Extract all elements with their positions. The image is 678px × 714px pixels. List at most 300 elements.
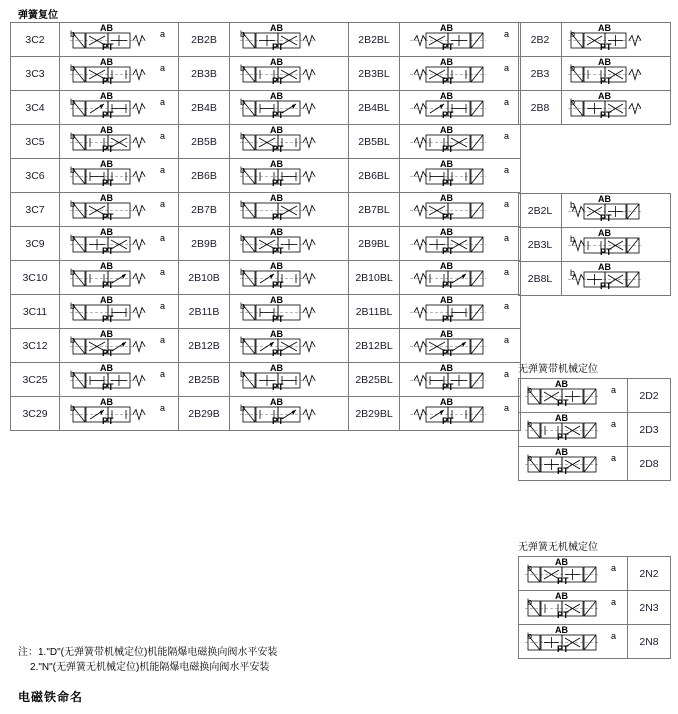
valve-code-cell[interactable] [628,557,671,591]
symbol-cell [230,363,349,397]
valve-code: 2B2L [527,204,553,217]
symbol-cell [230,159,349,193]
table-row [11,227,521,261]
valve-symbol [230,397,348,430]
port-label-pt: PT [442,212,454,222]
valve-symbol [562,262,670,295]
symbol-cell [562,262,671,296]
valve-code: 2D3 [639,423,659,436]
symbol-cell [519,625,628,659]
port-label-a: a [504,29,510,39]
symbol-cell [230,57,349,91]
valve-symbol [400,397,520,430]
valve-code-cell[interactable] [11,397,60,431]
port-label-ab: AB [270,23,283,33]
port-label-ab: AB [270,57,283,67]
valve-code: 2B4BL [358,101,390,114]
port-label-pt: PT [442,280,454,290]
valve-symbol [400,159,520,192]
port-label-b: b [570,268,576,278]
valve-symbol [519,413,627,446]
valve-code-cell[interactable] [349,397,400,431]
valve-code-cell[interactable] [179,295,230,329]
symbol-cell [519,557,628,591]
port-label-a: a [611,453,617,463]
valve-code: 2B29B [188,407,220,420]
valve-code-cell[interactable] [628,413,671,447]
port-label-pt: PT [102,42,114,52]
port-label-pt: PT [442,416,454,426]
port-label-ab: AB [440,363,453,373]
port-label-b: b [570,29,576,39]
symbol-cell [400,397,521,431]
valve-code-cell[interactable] [628,447,671,481]
valve-symbol [60,397,178,430]
valve-code: 2B10BL [355,271,393,284]
port-label-b: b [240,29,246,39]
table-row [11,159,521,193]
symbol-cell [230,91,349,125]
port-label-ab: AB [270,363,283,373]
valve-symbol [400,329,520,362]
valve-symbol [230,159,348,192]
port-label-pt: PT [272,382,284,392]
valve-symbol [562,23,670,56]
symbol-cell [60,329,179,363]
port-label-ab: AB [270,295,283,305]
valve-code: 2B8 [530,101,550,114]
valve-code: 3C4 [25,101,45,114]
port-label-pt: PT [272,144,284,154]
port-label-pt: PT [442,246,454,256]
valve-symbol [519,447,627,480]
table-row [519,228,671,262]
symbol-cell [562,228,671,262]
valve-code-cell[interactable] [11,295,60,329]
port-label-ab: AB [598,194,611,204]
port-label-ab: AB [440,261,453,271]
symbol-cell [519,591,628,625]
valve-symbol [519,591,627,624]
port-label-b: b [70,63,76,73]
valve-symbol [400,125,520,158]
valve-code-cell[interactable] [179,363,230,397]
valve-code-cell[interactable] [349,227,400,261]
symbol-cell [400,57,521,91]
valve-code-cell[interactable] [519,262,562,296]
valve-symbol [400,23,520,56]
table-row [519,625,671,659]
port-label-b: b [240,301,246,311]
table-row [519,557,671,591]
valve-code: 2B12BL [355,339,393,352]
port-label-ab: AB [270,227,283,237]
valve-code-cell[interactable] [11,91,60,125]
note-line-1: 注：1."D"(无弹簧带机械定位)机能隔爆电磁换向阀水平安装 [18,647,278,658]
valve-symbol [230,57,348,90]
valve-symbol [60,193,178,226]
valve-code: 2B8L [527,272,553,285]
port-label-b: b [240,369,246,379]
port-label-b: b [527,597,533,607]
port-label-pt: PT [600,281,612,291]
valve-code-cell[interactable] [519,194,562,228]
symbol-cell [400,91,521,125]
valve-code-cell[interactable] [179,193,230,227]
port-label-a: a [160,165,166,175]
valve-code-cell[interactable] [349,91,400,125]
port-label-a: a [160,403,166,413]
port-label-pt: PT [557,644,569,654]
port-label-a: a [160,131,166,141]
port-label-pt: PT [557,610,569,620]
symbol-cell [400,23,521,57]
port-label-ab: AB [100,125,113,135]
table-row [519,57,671,91]
valve-code-cell[interactable] [11,125,60,159]
symbol-cell [400,193,521,227]
valve-code: 2B2BL [358,33,390,46]
valve-code: 2B11BL [355,305,393,318]
port-label-ab: AB [100,261,113,271]
table-row [11,397,521,431]
port-label-ab: AB [100,91,113,101]
symbol-cell [230,125,349,159]
valve-code-cell[interactable] [349,261,400,295]
port-label-a: a [611,597,617,607]
port-label-a: a [504,97,510,107]
port-label-ab: AB [270,397,283,407]
valve-code-cell[interactable] [179,159,230,193]
valve-symbol [230,363,348,396]
valve-code-cell[interactable] [11,193,60,227]
port-label-b: b [570,97,576,107]
valve-symbol [60,329,178,362]
port-label-a: a [160,369,166,379]
port-label-a: a [504,335,510,345]
valve-code: 2B3 [530,67,550,80]
valve-code: 2D2 [639,389,659,402]
valve-code: 2B6BL [358,169,390,182]
symbol-cell [400,363,521,397]
port-label-ab: AB [440,329,453,339]
port-label-b: b [240,131,246,141]
port-label-a: a [160,29,166,39]
port-label-pt: PT [272,42,284,52]
symbol-cell [400,261,521,295]
port-label-pt: PT [600,110,612,120]
valve-symbol [519,379,627,412]
valve-symbol [562,57,670,90]
port-label-ab: AB [555,625,568,635]
valve-code: 2B2 [530,33,550,46]
symbol-cell [60,227,179,261]
port-label-b: b [240,165,246,175]
port-label-b: b [240,403,246,413]
port-label-ab: AB [100,193,113,203]
valve-code: 2B5B [191,135,217,148]
valve-code-cell[interactable] [349,57,400,91]
valve-code-cell[interactable] [519,23,562,57]
valve-code-cell[interactable] [11,329,60,363]
valve-code-cell[interactable] [519,91,562,125]
valve-code-cell[interactable] [349,363,400,397]
valve-symbol [230,193,348,226]
port-label-a: a [611,419,617,429]
valve-code-cell[interactable] [179,397,230,431]
port-label-a: a [160,97,166,107]
valve-code-cell[interactable] [179,329,230,363]
valve-code: 3C7 [25,203,45,216]
port-label-pt: PT [102,280,114,290]
valve-code: 2B7B [191,203,217,216]
valve-symbol [230,261,348,294]
valve-symbol [60,261,178,294]
port-label-b: b [70,403,76,413]
port-label-ab: AB [440,57,453,67]
table-row [519,262,671,296]
symbol-cell [562,194,671,228]
port-label-b: b [240,97,246,107]
port-label-ab: AB [598,262,611,272]
valve-code: 2N2 [639,567,659,580]
valve-code-cell[interactable] [11,261,60,295]
port-label-a: a [504,165,510,175]
port-label-pt: PT [272,416,284,426]
port-label-b: b [527,385,533,395]
valve-code-cell[interactable] [179,23,230,57]
port-label-a: a [611,385,617,395]
valve-symbol [60,91,178,124]
valve-code-cell[interactable] [11,159,60,193]
port-label-pt: PT [102,110,114,120]
port-label-pt: PT [442,178,454,188]
valve-symbol [519,625,627,658]
port-label-pt: PT [442,42,454,52]
symbol-cell [60,295,179,329]
symbol-cell [400,227,521,261]
side-table-2b [518,22,671,125]
port-label-pt: PT [102,348,114,358]
valve-code-cell[interactable] [349,295,400,329]
port-label-b: b [70,131,76,141]
valve-symbol [400,363,520,396]
port-label-b: b [527,419,533,429]
port-label-ab: AB [598,57,611,67]
port-label-ab: AB [440,295,453,305]
valve-symbol [230,227,348,260]
port-label-pt: PT [272,348,284,358]
symbol-cell [519,413,628,447]
port-label-b: b [240,267,246,277]
port-label-pt: PT [102,314,114,324]
port-label-pt: PT [442,110,454,120]
symbol-cell [230,227,349,261]
bottom-section-title: 电磁铁命名 [18,690,84,704]
valve-code-cell[interactable] [349,23,400,57]
port-label-a: a [504,267,510,277]
port-label-b: b [70,165,76,175]
table-row [11,23,521,57]
port-label-b: b [527,563,533,573]
section-title-spring-return: 弹簧复位 [18,10,58,21]
symbol-cell [400,329,521,363]
valve-code: 2B7BL [358,203,390,216]
symbol-cell [562,57,671,91]
valve-symbol [60,227,178,260]
port-label-a: a [160,233,166,243]
port-label-b: b [570,234,576,244]
valve-code-cell[interactable] [349,329,400,363]
section-title-no-spring-detent: 无弹簧带机械定位 [518,364,598,375]
port-label-ab: AB [100,295,113,305]
port-label-pt: PT [102,144,114,154]
port-label-pt: PT [557,432,569,442]
valve-code-cell[interactable] [11,227,60,261]
port-label-ab: AB [100,159,113,169]
valve-symbol [230,91,348,124]
port-label-ab: AB [100,329,113,339]
valve-symbol [230,125,348,158]
valve-code: 3C6 [25,169,45,182]
valve-code: 3C11 [22,305,48,318]
port-label-pt: PT [272,76,284,86]
valve-code-cell[interactable] [628,625,671,659]
port-label-ab: AB [100,227,113,237]
valve-code: 2B9B [191,237,217,250]
port-label-b: b [70,301,76,311]
port-label-a: a [504,369,510,379]
valve-symbol [400,295,520,328]
valve-code: 2N3 [639,601,659,614]
valve-symbol [60,57,178,90]
port-label-a: a [504,301,510,311]
port-label-ab: AB [440,125,453,135]
side-table-2n [518,556,671,659]
port-label-b: b [70,335,76,345]
port-label-a: a [504,233,510,243]
valve-code: 2B5BL [358,135,390,148]
symbol-cell [230,329,349,363]
port-label-a: a [504,63,510,73]
symbol-cell [60,125,179,159]
valve-symbol [60,23,178,56]
table-row [519,591,671,625]
valve-code-cell[interactable] [11,57,60,91]
port-label-b: b [240,233,246,243]
table-row [519,91,671,125]
valve-code: 2B29BL [355,407,393,420]
port-label-a: a [504,403,510,413]
valve-symbol [230,23,348,56]
valve-code-cell[interactable] [11,23,60,57]
port-label-b: b [527,453,533,463]
port-label-pt: PT [272,110,284,120]
valve-code: 2B25B [188,373,220,386]
port-label-a: a [611,563,617,573]
port-label-ab: AB [270,193,283,203]
port-label-a: a [504,199,510,209]
table-row [519,379,671,413]
table-row [11,125,521,159]
valve-symbol [60,159,178,192]
port-label-pt: PT [102,178,114,188]
port-label-pt: PT [272,246,284,256]
symbol-cell [230,261,349,295]
symbol-cell [230,193,349,227]
port-label-b: b [240,199,246,209]
symbol-cell [60,397,179,431]
port-label-ab: AB [440,23,453,33]
port-label-ab: AB [270,159,283,169]
valve-code-cell[interactable] [349,159,400,193]
symbol-cell [60,193,179,227]
valve-symbol [400,227,520,260]
port-label-ab: AB [555,591,568,601]
port-label-ab: AB [440,159,453,169]
valve-code: 2N8 [639,635,659,648]
port-label-pt: PT [102,246,114,256]
valve-code-cell[interactable] [179,91,230,125]
valve-code: 2B3BL [358,67,390,80]
port-label-a: a [160,301,166,311]
port-label-a: a [504,131,510,141]
valve-symbol [400,91,520,124]
port-label-ab: AB [440,227,453,237]
valve-code-cell[interactable] [519,57,562,91]
port-label-ab: AB [270,91,283,101]
valve-code-cell[interactable] [11,363,60,397]
valve-code-cell[interactable] [628,591,671,625]
valve-code-cell[interactable] [179,261,230,295]
valve-code-cell[interactable] [628,379,671,413]
port-label-b: b [70,267,76,277]
port-label-a: a [160,267,166,277]
port-label-pt: PT [442,348,454,358]
table-row [519,413,671,447]
port-label-pt: PT [557,398,569,408]
port-label-ab: AB [555,379,568,389]
table-row [11,295,521,329]
port-label-pt: PT [600,42,612,52]
table-row [11,329,521,363]
symbol-cell [60,159,179,193]
port-label-a: a [611,631,617,641]
symbol-cell [519,379,628,413]
port-label-a: a [160,335,166,345]
port-label-pt: PT [600,76,612,86]
valve-code: 2B10B [188,271,220,284]
port-label-pt: PT [442,382,454,392]
port-label-ab: AB [100,23,113,33]
symbol-cell [400,125,521,159]
valve-code-cell[interactable] [179,125,230,159]
table-row [519,447,671,481]
valve-code-cell[interactable] [349,125,400,159]
port-label-b: b [570,63,576,73]
table-row [519,194,671,228]
valve-code-cell[interactable] [179,227,230,261]
valve-code-cell[interactable] [519,228,562,262]
side-table-2d [518,378,671,481]
main-symbol-table [10,22,521,431]
valve-symbol [60,295,178,328]
valve-code-cell[interactable] [349,193,400,227]
valve-code-cell[interactable] [179,57,230,91]
port-label-ab: AB [100,363,113,373]
valve-code: 3C3 [25,67,45,80]
table-row [11,363,521,397]
